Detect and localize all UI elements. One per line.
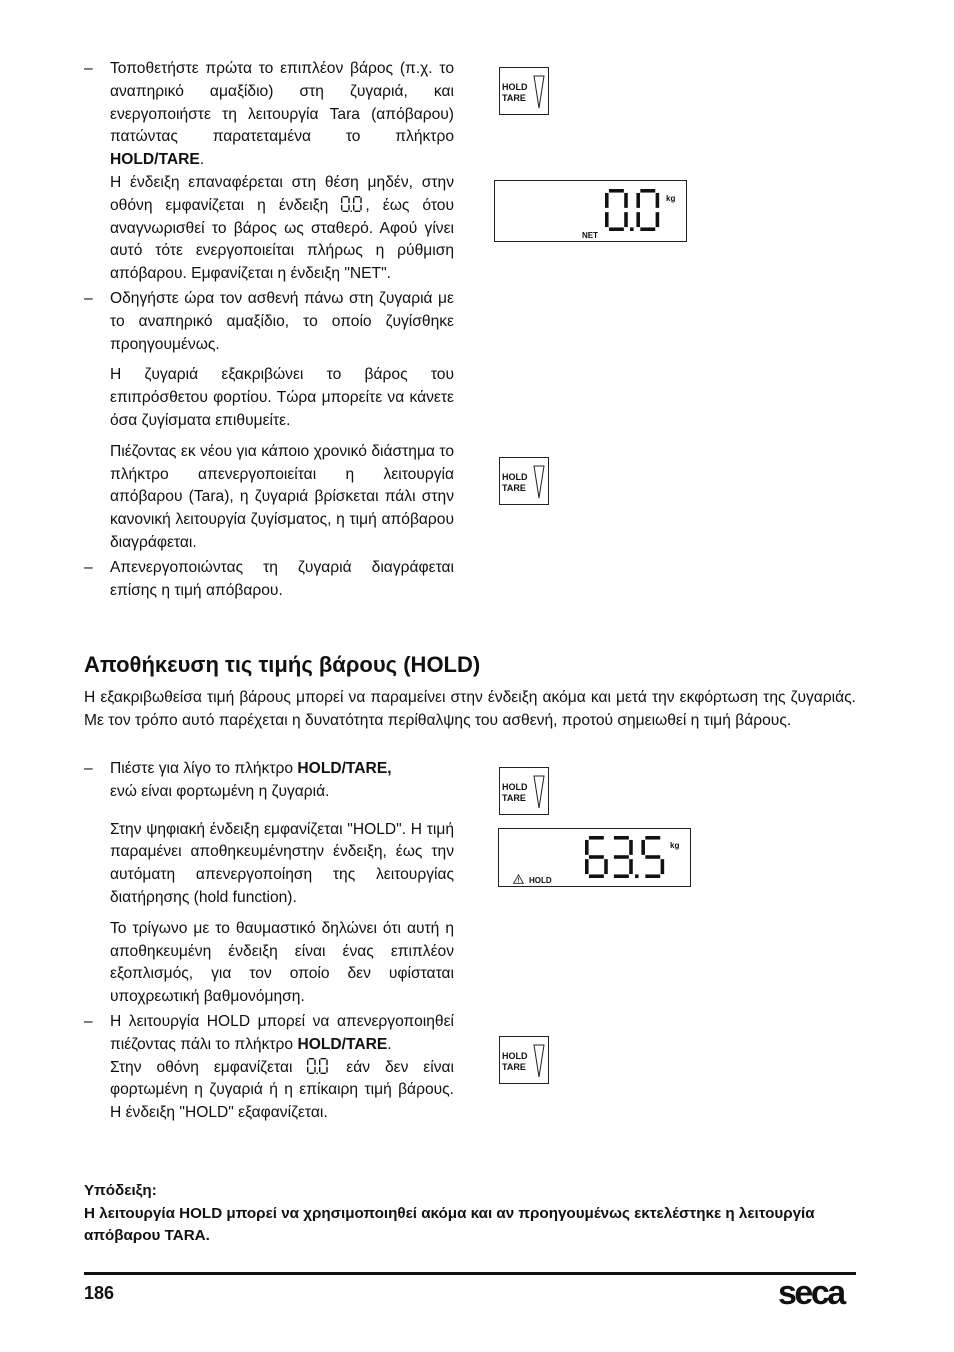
lcd-decimal-point (635, 874, 639, 878)
text: , έως ότου αναγνωρισθεί το βάρος ως σταθερό. Αφού γίνει αυτό τότε ενεργοποιείται πλήρως η ρύθμιση απόβαρου. Εμφανίζεται η ένδειξη "NET". (110, 196, 455, 283)
lcd-decimal-point (630, 227, 634, 231)
key-press-arrow-icon (533, 464, 545, 500)
key-label (502, 472, 528, 493)
list-item (84, 58, 454, 286)
inline-zero-reading (307, 1058, 331, 1074)
page-number: 186 (84, 1283, 115, 1303)
list-item (84, 557, 454, 603)
list-dash: – (84, 558, 93, 576)
text: . (199, 151, 205, 169)
footer-rule (84, 1272, 856, 1275)
key-label (502, 1051, 528, 1072)
lcd-decimal-point (351, 210, 352, 211)
net-indicator: NET (582, 231, 598, 240)
seca-logo (778, 1276, 858, 1310)
lcd-unit: kg (666, 194, 676, 203)
list-dash: – (84, 760, 93, 777)
text: εάν δεν είναι φορτωμένη η ζυγαριά ή η επίκαιρη τιμή βάρους. Η ένδειξη "HOLD" εξαφανίζεται. (110, 1058, 454, 1122)
note-text: Η λειτουργία HOLD μπορεί να χρησιμοποιηθεί ακόμα και αν προηγουμένως εκτελέστηκε η λειτουργία απόβαρου TARA. (84, 1204, 815, 1244)
note-box (84, 1180, 856, 1248)
paragraph (110, 1057, 454, 1125)
list-item (84, 758, 454, 1009)
intro-paragraph: Η εξακριβωθείσα τιμή βάρους μπορεί να παραμείνει στην ένδειξη ακόμα και μετά την εκφόρτωση της ζυγαριάς. Με τον τρόπο αυτό παρέχεται η δυνατότητα περίθαλψης του ασθενή, προτού σημειωθεί η τιμή βάρους. (84, 689, 856, 729)
list-dash: – (84, 1012, 93, 1030)
text: Η λειτουργία HOLD μπορεί να απενεργοποιηθεί πιέζοντας πάλι το πλήκτρο (110, 1012, 454, 1053)
key-label (502, 782, 528, 803)
lcd-reading (585, 836, 665, 878)
display-net-zero (494, 180, 687, 242)
hold-tare-key-icon (499, 457, 549, 505)
key-label (502, 82, 528, 103)
paragraph (110, 1011, 454, 1057)
brand-text: seca (778, 1276, 844, 1310)
text: Στην οθόνη εμφανίζεται (110, 1058, 308, 1076)
list-dash: – (84, 289, 93, 307)
key-label-line1: HOLD (502, 782, 528, 792)
key-press-arrow-icon (533, 774, 545, 810)
key-label-line2: TARE (502, 1061, 526, 1072)
key-name: HOLD/TARE, (297, 760, 392, 777)
key-press-arrow-icon (533, 1043, 545, 1079)
list-item (84, 288, 454, 555)
hold-indicator: HOLD (529, 876, 552, 885)
text: Τοποθετήστε πρώτα το επιπλέον βάρος (π.χ. το αναπηρικό αμαξίδιο) στη ζυγαριά, και ενεργοποιήστε τη λειτουργία Tara (απόβαρου) πατώντας παρατεταμένα το πλήκτρο (110, 60, 454, 146)
paragraph: Πιέζοντας εκ νέου για κάποιο χρονικό διάστημα το πλήκτρο απενεργοποιείται η λειτουργία απόβαρου (Tara), η ζυγαριά βρίσκεται πάλι στην κανονική λειτουργία ζυγίσματος, η τιμή απόβαρου διαγράφεται. (110, 442, 454, 551)
paragraph: Οδηγήστε ώρα τον ασθενή πάνω στη ζυγαριά με το αναπηρικό αμαξίδιο, το οποίο ζυγίσθηκε προηγουμένως. (110, 289, 454, 353)
lcd-unit: kg (670, 841, 680, 850)
text: . (387, 1035, 392, 1053)
hold-tare-key-icon (499, 1036, 549, 1084)
key-label-line1: HOLD (502, 472, 528, 482)
text: Πιέστε για λίγο το πλήκτρο (110, 760, 298, 777)
inline-zero-reading (341, 196, 365, 212)
hold-tare-key-icon (499, 67, 549, 115)
text: Η ένδειξη επαναφέρεται στη θέση μηδέν, στην οθόνη εμφανίζεται η ένδειξη (110, 173, 454, 214)
tare-instructions (84, 58, 454, 602)
hold-instructions (84, 758, 454, 1125)
warning-triangle-icon (513, 874, 524, 884)
key-label-line2: TARE (502, 92, 526, 103)
list-dash: – (84, 60, 93, 77)
paragraph (110, 172, 454, 286)
paragraph: Απενεργοποιώντας τη ζυγαριά διαγράφεται επίσης η τιμή απόβαρου. (110, 558, 454, 599)
section-heading: Αποθήκευση τις τιμής βάρους (HOLD) (84, 652, 481, 677)
lcd-decimal-point (317, 1072, 318, 1073)
display-hold (498, 828, 691, 887)
key-name: HOLD/TARE (110, 151, 200, 169)
key-label-line2: TARE (502, 482, 526, 493)
key-label-line2: TARE (502, 792, 526, 803)
paragraph (110, 758, 454, 804)
paragraph: Το τρίγωνο με το θαυμαστικό δηλώνει ότι αυτή η αποθηκευμένη ένδειξη είναι ένας επιπλέον εξοπλισμός, για τον οποίο δεν υφίσταται υποχρεωτική βαθμονόμηση. (110, 919, 454, 1006)
text: ενώ είναι φορτωμένη η ζυγαριά. (110, 782, 330, 800)
lcd-reading (605, 189, 661, 231)
paragraph: Η ζυγαριά εξακριβώνει το βάρος του επιπρόσθετου φορτίου. Τώρα μπορείτε να κάνετε όσα ζυγίσματα επιθυμείτε. (110, 366, 454, 429)
key-press-arrow-icon (533, 74, 545, 110)
hold-tare-key-icon (499, 767, 549, 815)
key-label-line1: HOLD (502, 82, 528, 92)
note-title: Υπόδειξη: (84, 1182, 157, 1199)
key-label-line1: HOLD (502, 1051, 528, 1061)
paragraph (110, 58, 454, 172)
paragraph: Στην ψηφιακή ένδειξη εμφανίζεται "HOLD". Η τιμή παραμένει αποθηκευμένηστην ένδειξη, έως την αυτόματη απενεργοποίηση της λειτουργίας διατήρησης (hold function). (110, 820, 454, 906)
list-item (84, 1011, 454, 1125)
key-name: HOLD/TARE (297, 1035, 388, 1053)
